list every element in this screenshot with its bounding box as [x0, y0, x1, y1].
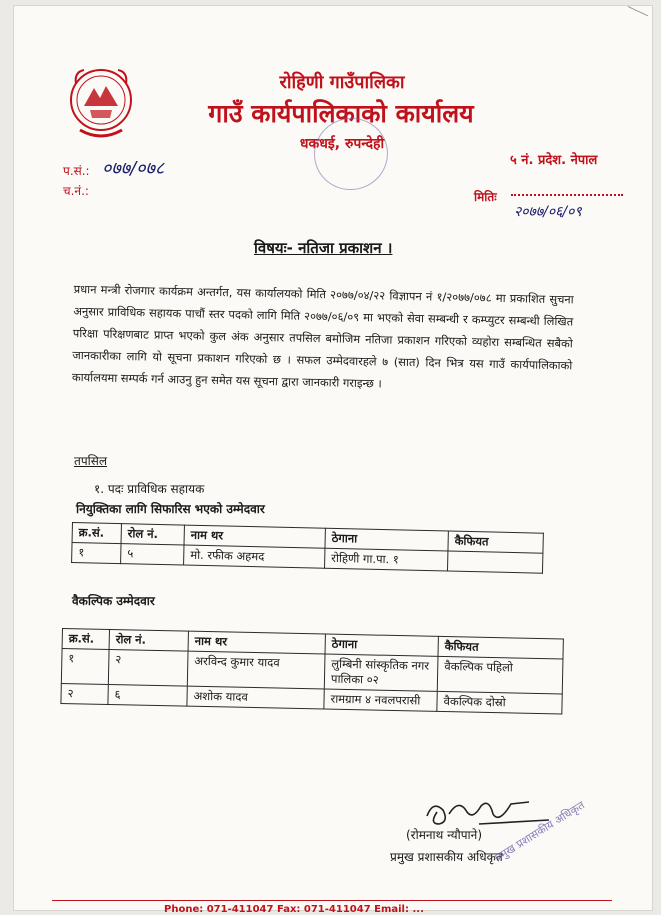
ps-value: ०७७/०७८ — [102, 158, 165, 179]
date-dotted-line — [511, 194, 623, 196]
table-cell: लुम्बिनी सांस्कृतिक नगर पालिका ०२ — [324, 654, 438, 691]
ps-label: प.सं.: — [63, 164, 90, 178]
column-header: कैफियत — [448, 531, 543, 553]
table-cell: अरविन्द कुमार यादव — [187, 651, 325, 689]
post-title: १. पदः प्राविधिक सहायक — [94, 482, 205, 496]
body-paragraph: प्रधान मन्त्री रोजगार कार्यक्रम अन्तर्गत, यस कार्यालयको मिति २०७७/०४/२२ विज्ञापन नं १/२०७७/०७८ मा प्रकाशित सुचना अनुसार प्राविधिक सहायक पाचौं स्तर पदको लागि मिति २०७७/०६/०९ मा भएको सेवा सम्बन्धी र कम्प्युटर सम्बन्धी लिखित परिक्षा परिक्षणबाट प्राप्त भएको कुल अंक अनुसार तपसिल बमोजिम नतिजा प्रकाशन गरिएको व्यहोरा सम्बन्धित सबैको जानकारीका लागि यो सूचना प्रकाशन गरिएको छ । सफल उम्मेदवारहले ७ (सात) दिन भित्र यस गाउँ कार्यपालिकाको कार्यालयमा सम्पर्क गर्न आउनु हुन समेत यस सूचना द्वारा जानकारी गराइन्छ । — [71, 281, 574, 391]
table-cell: १ — [61, 649, 109, 685]
table-cell: १ — [72, 543, 121, 564]
cn-label: च.नं.: — [63, 184, 89, 198]
signatory-name: (रोमनाथ न्यौपाने) — [406, 828, 482, 842]
table-cell: मो. रफीक अहमद — [184, 545, 325, 568]
table-cell: रोहिणी गा.पा. १ — [325, 548, 448, 571]
signatory-stamp: प्रमुख प्रशासकीय अधिकृत — [492, 798, 587, 865]
table-cell: वैकल्पिक पहिलो — [437, 656, 563, 694]
municipality-name: रोहिणी गाउँपालिका — [279, 72, 405, 93]
tapsil-heading: तपसिल — [74, 454, 108, 468]
alternate-heading: वैकल्पिक उम्मेदवार — [72, 594, 155, 608]
table-cell: वैकल्पिक दोस्रो — [437, 691, 562, 714]
column-header: ठेगाना — [325, 634, 438, 656]
office-location: धकधई, रुपन्देही — [299, 136, 385, 152]
table-cell — [447, 551, 542, 573]
recommended-heading: नियुक्तिका लागि सिफारिस भएको उम्मेदवार — [76, 502, 265, 516]
table-cell: अशोक यादव — [187, 686, 324, 709]
subject-line: विषयः- नतिजा प्रकाशन । — [254, 239, 393, 257]
column-header: रोल नं. — [121, 524, 184, 545]
column-header: रोल नं. — [109, 629, 188, 651]
column-header: कैफियत — [438, 636, 563, 659]
recommended-table — [71, 522, 544, 574]
column-header: नाम थर — [184, 525, 325, 548]
table-cell: ६ — [108, 684, 187, 706]
column-header: क्र.सं. — [72, 523, 121, 544]
signatory-title: प्रमुख प्रशासकीय अधिकृत — [390, 850, 503, 864]
table-cell: रामग्राम ४ नवलपरासी — [324, 689, 437, 711]
province-label: ५ नं. प्रदेश. नेपाल — [510, 153, 598, 168]
table-cell: ५ — [121, 544, 184, 565]
alternate-table — [60, 628, 563, 714]
date-value: २०७७/०६/०९ — [514, 204, 582, 220]
table-cell: २ — [61, 683, 108, 704]
paper-edge-mark — [622, 6, 648, 29]
nepal-emblem-logo — [66, 62, 136, 142]
column-header: क्र.सं. — [62, 629, 109, 650]
column-header: ठेगाना — [325, 528, 448, 551]
footer-rule — [52, 900, 612, 901]
office-title: गाउँ कार्यपालिकाको कार्यालय — [208, 99, 474, 128]
letter-sheet — [14, 6, 652, 915]
date-label: मितिः — [474, 190, 497, 204]
footer-contact: Phone: 071-411047 Fax: 071-411047 Email: ... — [164, 904, 424, 915]
table-cell: २ — [108, 649, 188, 686]
column-header: नाम थर — [188, 631, 325, 654]
